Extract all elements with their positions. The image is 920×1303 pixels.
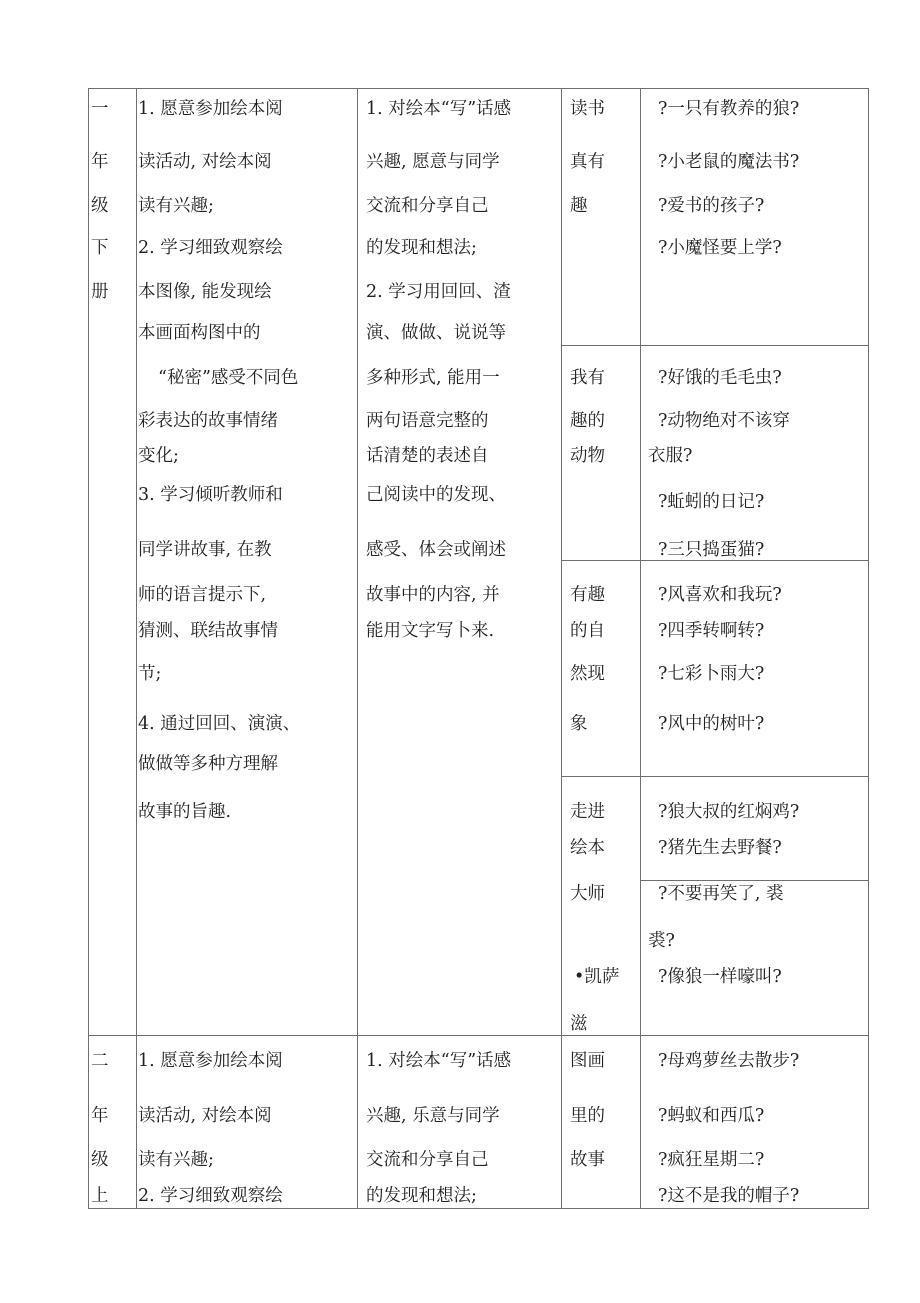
book-title: ?好饿的毛毛虫? [658,368,782,388]
reading-goal-line: 猜测、联结故事情 [138,621,278,641]
grade-char: 下 [91,238,109,258]
reading-goal-line: 1. 愿意参加绘本阅 [138,99,283,119]
column-divider [640,88,641,1209]
reading-goal-line: 本图像, 能发现绘 [138,282,272,302]
unit-title-line: 滋 [570,1014,588,1034]
reading-goal-line: 彩表达的故事情绪 [138,411,278,431]
reading-goal-line: 节; [138,664,162,684]
reading-goal-line: 2. 学习细致观察绘 [138,1186,283,1206]
unit-title-line: 绘本 [570,838,605,858]
table-border-left [88,88,89,1209]
grade-char: 册 [91,282,109,302]
writing-goal-line: 1. 对绘本“写”话感 [366,1051,512,1071]
unit-title-line: 图画 [570,1051,605,1071]
book-title: ?猪先生去野餐? [658,838,782,858]
writing-goal-line: 故事中的内容, 并 [366,585,500,605]
reading-goal-line: 读有兴趣; [138,196,214,216]
grade-char: 级 [91,1150,109,1170]
book-title: ?三只捣蛋猫? [658,540,765,560]
reading-goal-line: 4. 通过回回、演演、 [138,714,301,734]
book-title: 衣服? [648,446,693,466]
reading-goal-line: “秘密”感受不同色 [158,368,299,388]
book-title: 裘? [648,931,675,951]
writing-goal-line: 2. 学习用回回、渣 [366,282,511,302]
row-divider [88,1035,869,1036]
reading-goal-line: 同学讲故事, 在教 [138,540,272,560]
grade-char: 上 [91,1186,109,1206]
grade-char: 年 [91,1106,109,1126]
book-title: ?风中的树叶? [658,714,765,734]
book-title: ?爱书的孩子? [658,196,765,216]
writing-goal-line: 能用文字写卜来. [366,621,495,641]
unit-title-line: 的自 [570,621,605,641]
row-divider [561,345,869,346]
column-divider [357,88,358,1209]
writing-goal-line: 交流和分享自己 [366,1150,489,1170]
book-title: ?动物绝对不该穿 [658,411,790,431]
reading-goal-line: 读活动, 对绘本阅 [138,1106,272,1126]
reading-goal-line: 1. 愿意参加绘本阅 [138,1051,283,1071]
reading-goal-line: 师的语言提示下, [138,585,267,605]
reading-goal-line: 3. 学习倾听教师和 [138,485,283,505]
unit-title-line: 象 [570,714,588,734]
unit-title-line: 有趣 [570,585,605,605]
book-title: ?一只有教养的狼? [658,99,800,119]
reading-goal-line: 做做等多种方理解 [138,754,278,774]
book-title: ?风喜欢和我玩? [658,585,782,605]
unit-title-line: 大师 [570,884,605,904]
reading-goal-line: 故事的旨趣. [138,802,232,822]
writing-goal-line: 兴趣, 愿意与同学 [366,152,500,172]
book-title: ?蚂蚁和西瓜? [658,1106,765,1126]
unit-title-line: •凯萨 [574,967,620,987]
table-border-top [88,88,869,89]
unit-title-line: 走进 [570,802,605,822]
reading-goal-line: 2. 学习细致观察绘 [138,238,283,258]
book-title: ?蚯蚓的日记? [658,492,765,512]
row-divider [561,776,869,777]
writing-goal-line: 两句语意完整的 [366,411,489,431]
unit-title-line: 趣的 [570,411,605,431]
row-divider [640,880,869,881]
book-title: ?狼大叔的红焖鸡? [658,802,800,822]
unit-title-line: 故事 [570,1150,605,1170]
writing-goal-line: 话清楚的表述自 [366,446,489,466]
book-title: ?像狼一样嚎叫? [658,967,782,987]
table-border-bottom [88,1208,869,1209]
unit-title-line: 真有 [570,152,605,172]
curriculum-table [88,88,869,1209]
grade-char: 级 [91,196,109,216]
book-title: ?小老鼠的魔法书? [658,152,800,172]
unit-title-line: 读书 [570,99,605,119]
book-title: ?疯狂星期二? [658,1150,765,1170]
grade-char: 二 [91,1051,109,1071]
reading-goal-line: 本画面构图中的 [138,323,261,343]
unit-title-line: 里的 [570,1106,605,1126]
unit-title-line: 然现 [570,664,605,684]
book-title: ?小魔怪要上学? [658,238,782,258]
book-title: ?母鸡萝丝去散步? [658,1051,800,1071]
grade-char: 一 [91,99,109,119]
writing-goal-line: 交流和分享自己 [366,196,489,216]
unit-title-line: 动物 [570,446,605,466]
book-title: ?七彩卜雨大? [658,664,765,684]
unit-title-line: 趣 [570,196,588,216]
reading-goal-line: 读活动, 对绘本阅 [138,152,272,172]
reading-goal-line: 读有兴趣; [138,1150,214,1170]
writing-goal-line: 多种形式, 能用一 [366,368,500,388]
writing-goal-line: 己阅读中的发现、 [366,485,506,505]
book-title: ?不要再笑了, 裘 [658,884,784,904]
grade-char: 年 [91,152,109,172]
writing-goal-line: 的发现和想法; [366,238,477,258]
column-divider [136,88,137,1209]
unit-title-line: 我有 [570,368,605,388]
book-title: ?四季转啊转? [658,621,765,641]
writing-goal-line: 感受、体会或阐述 [366,540,506,560]
column-divider [561,88,562,1209]
writing-goal-line: 的发现和想法; [366,1186,477,1206]
writing-goal-line: 1. 对绘本“写”话感 [366,99,512,119]
writing-goal-line: 兴趣, 乐意与同学 [366,1106,500,1126]
writing-goal-line: 演、做做、说说等 [366,323,506,343]
reading-goal-line: 变化; [138,446,179,466]
table-border-right [868,88,869,1209]
book-title: ?这不是我的帽子? [658,1186,800,1206]
